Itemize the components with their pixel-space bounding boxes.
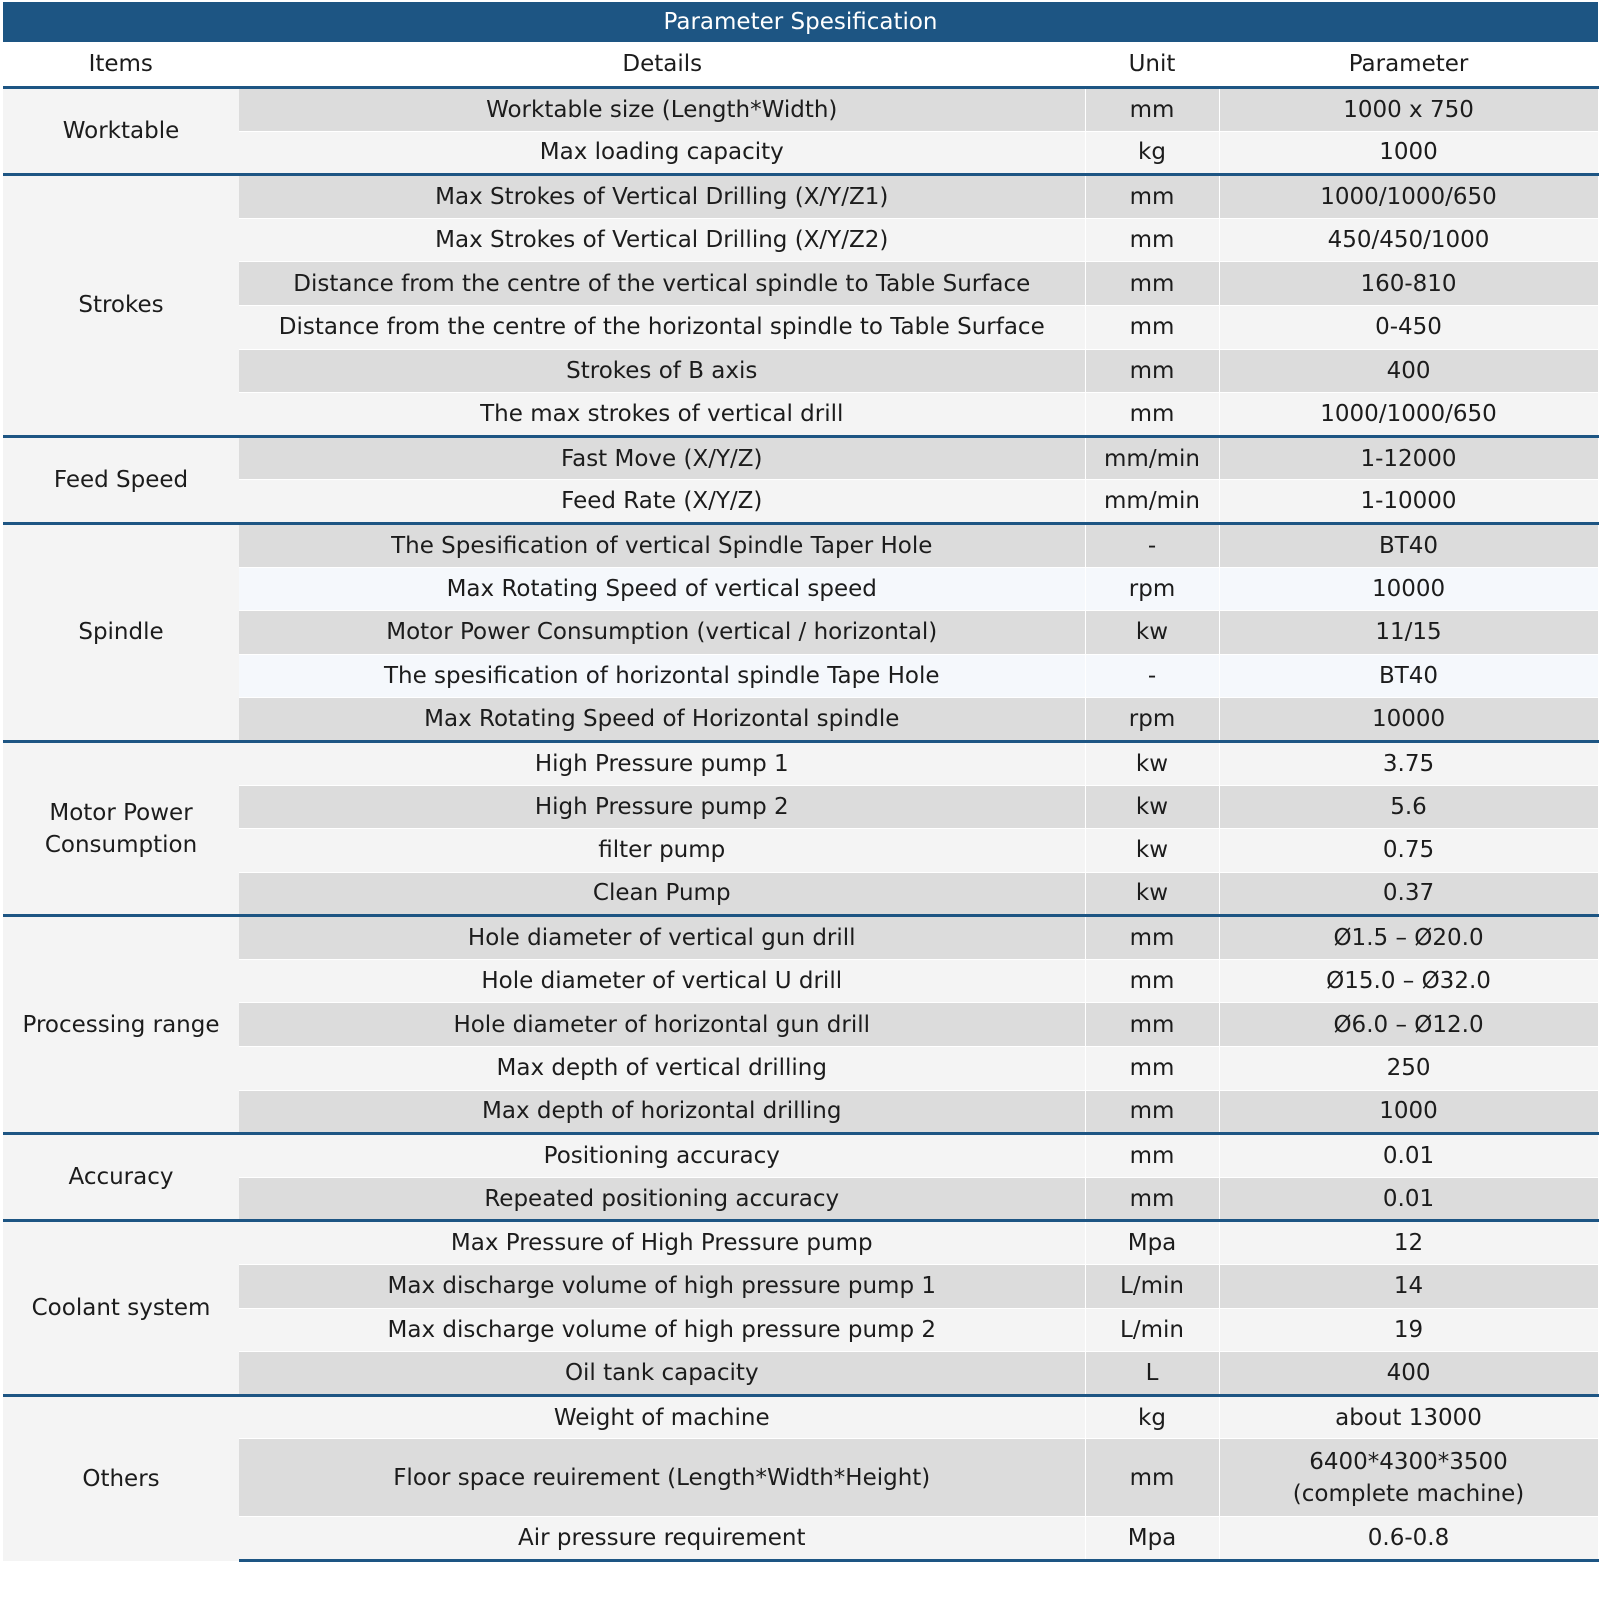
- group-label: Feed Speed: [3, 436, 239, 523]
- row-unit: mm: [1085, 1047, 1219, 1091]
- row-parameter: 1000/1000/650: [1219, 393, 1598, 437]
- table-row: [3, 741, 1598, 785]
- row-parameter: Ø6.0 – Ø12.0: [1219, 1003, 1598, 1047]
- header-unit: Unit: [1085, 42, 1219, 88]
- table-row: [3, 393, 1598, 437]
- row-parameter: BT40: [1219, 523, 1598, 567]
- row-unit: Mpa: [1085, 1517, 1219, 1561]
- table-row: [3, 916, 1598, 960]
- group-label: Motor Power Consumption: [3, 741, 239, 915]
- row-details: Repeated positioning accuracy: [239, 1177, 1085, 1221]
- row-parameter: Ø15.0 – Ø32.0: [1219, 959, 1598, 1003]
- table-row: [3, 959, 1598, 1003]
- row-unit: mm: [1085, 393, 1219, 437]
- row-parameter: 0.01: [1219, 1177, 1598, 1221]
- row-unit: mm: [1085, 1134, 1219, 1178]
- row-details: Floor space reuirement (Length*Width*Height): [239, 1439, 1085, 1517]
- row-details: Max Pressure of High Pressure pump: [239, 1221, 1085, 1265]
- table-row: [3, 567, 1598, 611]
- row-details: Max discharge volume of high pressure pump 2: [239, 1308, 1085, 1352]
- row-parameter: 0.37: [1219, 872, 1598, 916]
- table-row: [3, 829, 1598, 873]
- row-unit: mm: [1085, 1003, 1219, 1047]
- header-row: [3, 42, 1598, 88]
- row-unit: kw: [1085, 829, 1219, 873]
- table-row: [3, 1308, 1598, 1352]
- row-parameter: 160-810: [1219, 262, 1598, 306]
- row-parameter: 19: [1219, 1308, 1598, 1352]
- row-details: Strokes of B axis: [239, 349, 1085, 393]
- table-row: [3, 349, 1598, 393]
- table-row: [3, 1517, 1598, 1561]
- row-parameter: 1-12000: [1219, 436, 1598, 480]
- row-unit: mm: [1085, 1090, 1219, 1134]
- row-unit: kg: [1085, 1395, 1219, 1439]
- row-unit: mm: [1085, 1177, 1219, 1221]
- row-parameter: 10000: [1219, 698, 1598, 742]
- row-parameter: 400: [1219, 1352, 1598, 1396]
- row-parameter: 400: [1219, 349, 1598, 393]
- row-unit: mm: [1085, 262, 1219, 306]
- row-unit: Mpa: [1085, 1221, 1219, 1265]
- row-details: Max Rotating Speed of Horizontal spindle: [239, 698, 1085, 742]
- row-parameter: 11/15: [1219, 611, 1598, 655]
- row-details: Max loading capacity: [239, 131, 1085, 175]
- row-unit: -: [1085, 523, 1219, 567]
- table-row: [3, 698, 1598, 742]
- row-parameter: 0-450: [1219, 305, 1598, 349]
- table-row: [3, 611, 1598, 655]
- table-row: [3, 305, 1598, 349]
- group-label: Others: [3, 1395, 239, 1560]
- group-label: Coolant system: [3, 1221, 239, 1395]
- table-row: [3, 1090, 1598, 1134]
- row-parameter: 10000: [1219, 567, 1598, 611]
- row-details: Max Strokes of Vertical Drilling (X/Y/Z2): [239, 218, 1085, 262]
- table-row: [3, 1221, 1598, 1265]
- table-row: [3, 436, 1598, 480]
- spec-body: [3, 88, 1598, 1561]
- row-unit: mm: [1085, 305, 1219, 349]
- row-details: Distance from the centre of the vertical spindle to Table Surface: [239, 262, 1085, 306]
- row-details: The Spesification of vertical Spindle Taper Hole: [239, 523, 1085, 567]
- table-row: [3, 175, 1598, 219]
- row-parameter: 14: [1219, 1265, 1598, 1309]
- spec-table: [3, 2, 1599, 1562]
- row-parameter: 0.01: [1219, 1134, 1598, 1178]
- row-details: Max Strokes of Vertical Drilling (X/Y/Z1): [239, 175, 1085, 219]
- row-details: Worktable size (Length*Width): [239, 88, 1085, 132]
- row-parameter: BT40: [1219, 654, 1598, 698]
- table-row: [3, 523, 1598, 567]
- group-label: Strokes: [3, 175, 239, 437]
- table-row: [3, 1134, 1598, 1178]
- row-details: Weight of machine: [239, 1395, 1085, 1439]
- row-parameter: 0.75: [1219, 829, 1598, 873]
- group-label: Spindle: [3, 523, 239, 741]
- row-parameter: about 13000: [1219, 1395, 1598, 1439]
- row-unit: kw: [1085, 785, 1219, 829]
- row-details: Max Rotating Speed of vertical speed: [239, 567, 1085, 611]
- row-parameter: 0.6-0.8: [1219, 1517, 1598, 1561]
- row-unit: rpm: [1085, 698, 1219, 742]
- row-parameter: 1000: [1219, 131, 1598, 175]
- row-parameter: 6400*4300*3500 (complete machine): [1219, 1439, 1598, 1517]
- row-unit: rpm: [1085, 567, 1219, 611]
- row-parameter: 5.6: [1219, 785, 1598, 829]
- row-unit: mm: [1085, 175, 1219, 219]
- table-row: [3, 1047, 1598, 1091]
- table-row: [3, 1265, 1598, 1309]
- row-details: Hole diameter of vertical U drill: [239, 959, 1085, 1003]
- row-parameter: 1000 x 750: [1219, 88, 1598, 132]
- header-parameter: Parameter: [1219, 42, 1598, 88]
- row-unit: mm/min: [1085, 480, 1219, 524]
- row-parameter: 12: [1219, 1221, 1598, 1265]
- row-details: Fast Move (X/Y/Z): [239, 436, 1085, 480]
- row-unit: kw: [1085, 611, 1219, 655]
- row-parameter: 1-10000: [1219, 480, 1598, 524]
- row-details: High Pressure pump 1: [239, 741, 1085, 785]
- row-details: The max strokes of vertical drill: [239, 393, 1085, 437]
- row-details: The spesification of horizontal spindle Tape Hole: [239, 654, 1085, 698]
- row-unit: L/min: [1085, 1265, 1219, 1309]
- row-details: filter pump: [239, 829, 1085, 873]
- group-label: Processing range: [3, 916, 239, 1134]
- header-details: Details: [239, 42, 1085, 88]
- table-row: [3, 480, 1598, 524]
- row-details: Oil tank capacity: [239, 1352, 1085, 1396]
- table-row: [3, 654, 1598, 698]
- table-row: [3, 1439, 1598, 1517]
- row-unit: L/min: [1085, 1308, 1219, 1352]
- row-details: Positioning accuracy: [239, 1134, 1085, 1178]
- row-parameter: 3.75: [1219, 741, 1598, 785]
- row-parameter: 1000: [1219, 1090, 1598, 1134]
- row-parameter: 450/450/1000: [1219, 218, 1598, 262]
- row-details: Hole diameter of horizontal gun drill: [239, 1003, 1085, 1047]
- table-row: [3, 1177, 1598, 1221]
- row-details: Clean Pump: [239, 872, 1085, 916]
- row-unit: -: [1085, 654, 1219, 698]
- row-unit: kw: [1085, 741, 1219, 785]
- table-row: [3, 1395, 1598, 1439]
- row-unit: mm/min: [1085, 436, 1219, 480]
- table-row: [3, 131, 1598, 175]
- row-parameter: 250: [1219, 1047, 1598, 1091]
- title-row: [3, 2, 1598, 42]
- table-row: [3, 785, 1598, 829]
- table-row: [3, 1003, 1598, 1047]
- table-title: Parameter Spesification: [3, 2, 1598, 42]
- row-details: Motor Power Consumption (vertical / horizontal): [239, 611, 1085, 655]
- row-details: Max depth of vertical drilling: [239, 1047, 1085, 1091]
- row-unit: mm: [1085, 88, 1219, 132]
- row-unit: mm: [1085, 218, 1219, 262]
- row-details: Hole diameter of vertical gun drill: [239, 916, 1085, 960]
- group-label: Accuracy: [3, 1134, 239, 1221]
- row-unit: mm: [1085, 1439, 1219, 1517]
- table-row: [3, 1352, 1598, 1396]
- row-details: Feed Rate (X/Y/Z): [239, 480, 1085, 524]
- row-details: Max discharge volume of high pressure pump 1: [239, 1265, 1085, 1309]
- row-unit: L: [1085, 1352, 1219, 1396]
- row-unit: mm: [1085, 916, 1219, 960]
- row-details: Distance from the centre of the horizontal spindle to Table Surface: [239, 305, 1085, 349]
- row-unit: kg: [1085, 131, 1219, 175]
- row-details: High Pressure pump 2: [239, 785, 1085, 829]
- table-row: [3, 88, 1598, 132]
- row-unit: mm: [1085, 349, 1219, 393]
- row-unit: mm: [1085, 959, 1219, 1003]
- row-parameter: Ø1.5 – Ø20.0: [1219, 916, 1598, 960]
- row-parameter: 1000/1000/650: [1219, 175, 1598, 219]
- row-details: Max depth of horizontal drilling: [239, 1090, 1085, 1134]
- header-items: Items: [3, 42, 239, 88]
- table-row: [3, 262, 1598, 306]
- row-details: Air pressure requirement: [239, 1517, 1085, 1561]
- table-row: [3, 218, 1598, 262]
- group-label: Worktable: [3, 88, 239, 175]
- table-row: [3, 872, 1598, 916]
- row-unit: kw: [1085, 872, 1219, 916]
